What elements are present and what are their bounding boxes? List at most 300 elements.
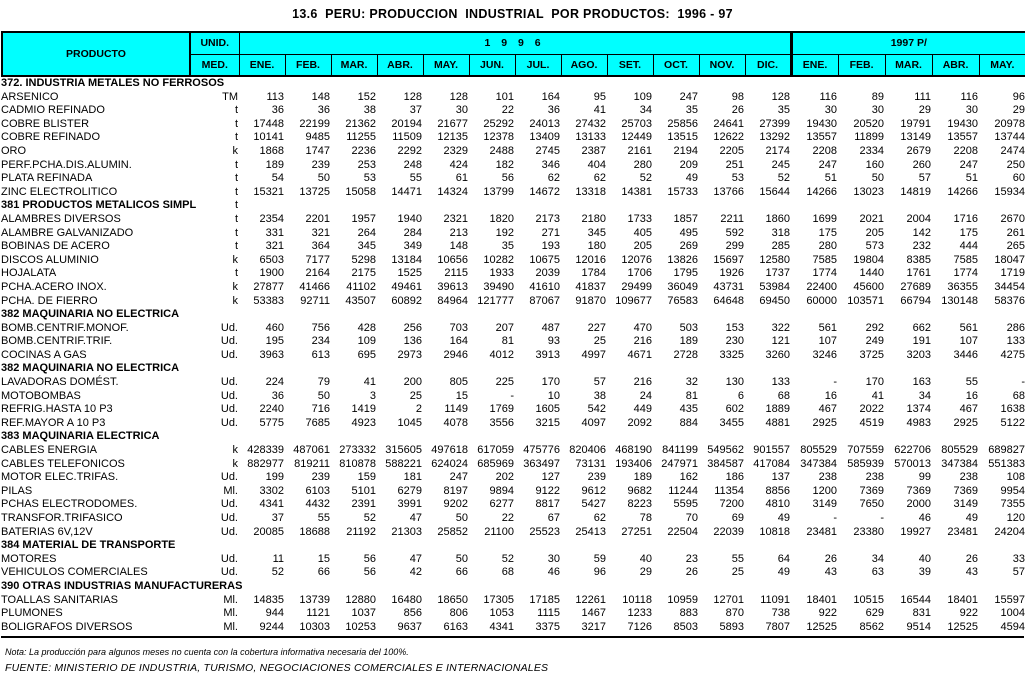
table-row	[1, 390, 1025, 404]
value-cell: 1737	[765, 267, 790, 280]
value-cell: 66	[317, 566, 330, 579]
column-header-unid: UNID.	[190, 32, 239, 54]
column-header-1996-ene: ENE.	[239, 54, 285, 76]
value-cell: 227	[587, 321, 606, 334]
value-cell: 37	[271, 512, 284, 524]
value-cell: 2004	[906, 212, 931, 225]
value-cell	[744, 308, 790, 322]
value-cell: 35	[501, 240, 514, 253]
value-cell: 2925	[812, 416, 837, 429]
product-name: PERF.PCHA.DIS.ALUMIN.	[1, 158, 132, 171]
value-cell	[837, 362, 884, 376]
value-cell	[837, 430, 884, 444]
value-cell: 224	[265, 376, 284, 389]
value-cell: 41466	[299, 280, 330, 293]
value-cell: 19430	[806, 117, 837, 130]
value-cell: 30	[824, 104, 837, 117]
value-cell: 25292	[483, 117, 514, 130]
value-cell: 1115	[537, 607, 560, 620]
value-cell: 264	[357, 226, 376, 239]
value-cell: 189	[633, 471, 652, 484]
value-cell: 4594	[1000, 620, 1025, 633]
value-cell: 9122	[535, 484, 560, 497]
value-cell	[330, 199, 376, 213]
table-row	[1, 566, 1025, 580]
value-cell	[238, 308, 284, 322]
value-cell: 7369	[953, 484, 978, 497]
value-cell: 467	[959, 403, 978, 416]
value-cell: 5893	[719, 620, 744, 633]
page-title: 13.6 PERU: PRODUCCION INDUSTRIAL POR PRODUCTOS: 1996 - 97	[292, 7, 733, 21]
value-cell: 2354	[259, 212, 284, 225]
value-cell: 14471	[391, 185, 422, 198]
value-cell: 55	[409, 172, 422, 185]
value-cell: 703	[449, 321, 468, 334]
value-cell: 3203	[906, 348, 931, 361]
table-body	[1, 77, 1025, 634]
value-cell: 59	[593, 552, 606, 565]
value-cell: 1037	[351, 607, 376, 620]
value-cell	[238, 580, 284, 594]
value-cell: 47	[409, 552, 422, 565]
value-cell: 39613	[437, 280, 468, 293]
value-cell: 148	[311, 90, 330, 103]
value-cell: 33	[1012, 552, 1025, 565]
value-cell	[790, 539, 837, 553]
value-cell: 15733	[667, 185, 698, 198]
value-cell: 716	[311, 403, 330, 416]
value-cell: 2211	[720, 212, 744, 225]
value-cell	[330, 362, 376, 376]
value-cell: 265	[1006, 240, 1025, 253]
value-cell: 2	[415, 403, 422, 416]
value-cell: 12622	[713, 131, 744, 144]
value-cell: 805	[449, 376, 468, 389]
value-cell: 495	[679, 226, 698, 239]
value-cell: 191	[912, 335, 931, 348]
value-cell	[837, 539, 884, 553]
value-cell	[931, 199, 978, 213]
value-cell: 13799	[483, 185, 514, 198]
value-cell: 4881	[765, 416, 790, 429]
value-cell	[744, 430, 790, 444]
value-cell: 49	[777, 566, 790, 579]
value-cell: 128	[449, 90, 468, 103]
value-cell: 18401	[806, 593, 837, 606]
value-cell: 256	[403, 321, 422, 334]
value-cell: 29	[1012, 104, 1025, 117]
column-header-producto: PRODUCTO	[2, 32, 190, 76]
value-cell: 67	[547, 512, 560, 524]
value-cell: 50	[317, 172, 330, 185]
value-cell: 475776	[523, 444, 560, 457]
value-cell: 870	[725, 607, 744, 620]
value-cell: 2180	[581, 212, 606, 225]
value-cell: 315605	[385, 444, 422, 457]
value-cell: 3963	[259, 348, 284, 361]
value-cell: 4078	[443, 416, 468, 429]
value-cell: 1774	[812, 267, 837, 280]
value-cell: 81	[501, 335, 514, 348]
value-cell: 449	[633, 403, 652, 416]
value-cell: 30	[871, 104, 884, 117]
value-cell: 4341	[259, 498, 284, 511]
value-cell	[376, 199, 422, 213]
table-row	[1, 267, 1025, 281]
value-cell: 2021	[859, 212, 884, 225]
value-cell: 53383	[253, 294, 284, 307]
value-cell: 11354	[714, 484, 744, 497]
value-cell: 53	[363, 172, 376, 185]
value-cell	[560, 539, 606, 553]
value-cell: 163	[912, 376, 931, 389]
value-cell: 46	[547, 566, 560, 579]
table-row	[1, 131, 1025, 145]
value-cell: 34	[871, 552, 884, 565]
value-cell: 22199	[299, 117, 330, 130]
table-row	[1, 213, 1025, 227]
value-cell: 55	[731, 552, 744, 565]
value-cell: 444	[959, 240, 978, 253]
value-cell: 2000	[906, 498, 931, 511]
table-row	[1, 172, 1025, 186]
table-row	[1, 526, 1025, 540]
value-cell: 22400	[806, 280, 837, 293]
unit-cell	[189, 430, 238, 444]
value-cell: 7585	[953, 253, 978, 266]
value-cell: 5101	[351, 484, 376, 497]
value-cell	[606, 580, 652, 594]
product-name: ZINC ELECTROLITICO	[1, 185, 118, 198]
column-header-med: MED.	[190, 54, 239, 76]
value-cell	[652, 362, 698, 376]
value-cell: 247971	[661, 457, 698, 470]
value-cell: 561	[959, 321, 978, 334]
value-cell: 251	[725, 158, 744, 171]
value-cell: 3913	[535, 348, 560, 361]
value-cell: 1761	[906, 267, 931, 280]
value-cell: 153	[725, 321, 744, 334]
value-cell: 58376	[994, 294, 1025, 307]
value-cell: 2925	[953, 416, 978, 429]
value-cell: 2474	[1000, 144, 1025, 157]
value-cell: 49	[965, 512, 978, 524]
value-cell: 225	[495, 376, 514, 389]
value-cell: 12525	[806, 620, 837, 633]
value-cell	[698, 308, 744, 322]
value-cell: 1719	[1000, 267, 1025, 280]
value-cell	[606, 199, 652, 213]
value-cell: 30	[965, 104, 978, 117]
value-cell: 25	[409, 389, 422, 402]
value-cell: 25413	[575, 525, 606, 538]
value-cell: 2391	[351, 498, 376, 511]
value-cell	[560, 308, 606, 322]
value-cell: 16480	[391, 593, 422, 606]
value-cell	[422, 539, 468, 553]
value-cell: 585939	[847, 457, 884, 470]
value-cell: 199	[265, 471, 284, 484]
value-cell: 404	[587, 158, 606, 171]
value-cell: 19804	[853, 253, 884, 266]
value-cell: 53	[731, 172, 744, 185]
value-cell: 9244	[259, 620, 284, 633]
value-cell: 133	[1006, 335, 1025, 348]
value-cell	[514, 199, 560, 213]
value-cell: 36	[271, 389, 284, 402]
value-cell: 55	[317, 512, 330, 524]
value-cell	[790, 199, 837, 213]
value-cell	[284, 580, 330, 594]
value-cell: 41	[363, 376, 376, 389]
value-cell: 15934	[994, 185, 1025, 198]
value-cell: 12525	[947, 620, 978, 633]
value-cell: 20085	[253, 525, 284, 538]
value-cell: 46	[918, 512, 931, 524]
table-row	[1, 281, 1025, 295]
product-name: PILAS	[1, 484, 33, 497]
value-cell: 29	[918, 104, 931, 117]
value-cell: 57	[1012, 566, 1025, 579]
value-cell: 3446	[953, 348, 978, 361]
value-cell: 1795	[673, 267, 698, 280]
value-cell	[837, 580, 884, 594]
value-cell: 592	[725, 226, 744, 239]
value-cell: 10141	[253, 131, 284, 144]
value-cell: 43731	[713, 280, 744, 293]
value-cell: 230	[725, 335, 744, 348]
value-cell	[790, 580, 837, 594]
value-cell: 17185	[529, 593, 560, 606]
value-cell: 41102	[346, 280, 376, 293]
value-cell: 41610	[529, 280, 560, 293]
value-cell	[606, 77, 652, 91]
product-name: PCHA.ACERO INOX.	[1, 280, 107, 293]
value-cell: 13766	[713, 185, 744, 198]
table-bottom-rule	[1, 636, 1024, 638]
value-cell	[884, 539, 931, 553]
value-cell: 841199	[662, 444, 698, 457]
section-title: 383 MAQUINARIA ELECTRICA	[1, 430, 160, 443]
value-cell: 3375	[535, 620, 560, 633]
value-cell: 806	[449, 607, 468, 620]
value-cell: 36	[271, 104, 284, 117]
value-cell: 13557	[806, 131, 837, 144]
value-cell: 40	[639, 552, 652, 565]
table-row	[1, 553, 1025, 567]
value-cell: 10303	[299, 620, 330, 633]
footnote-fuente: FUENTE: MINISTERIO DE INDUSTRIA, TURISMO, NEGOCIACIONES COMERCIALES E INTERNACIONALES	[5, 662, 549, 674]
value-cell: 43507	[345, 294, 376, 307]
unit-cell: t	[234, 267, 238, 280]
value-cell: 41	[871, 389, 884, 402]
value-cell	[744, 580, 790, 594]
value-cell: 10	[547, 389, 560, 402]
value-cell: -	[1021, 376, 1025, 389]
product-name: BOMB.CENTRIF.TRIF.	[1, 335, 113, 348]
value-cell: 108	[1006, 471, 1025, 484]
column-header-1996-ago: AGO.	[561, 54, 607, 76]
section-title: 382 MAQUINARIA NO ELECTRICA	[1, 362, 180, 375]
value-cell: 70	[685, 512, 698, 524]
value-cell: 1440	[859, 267, 884, 280]
value-cell: 1900	[259, 267, 284, 280]
value-cell: 22504	[667, 525, 698, 538]
value-cell: 1045	[397, 416, 422, 429]
value-cell: 10253	[345, 620, 376, 633]
unit-cell: Ud.	[220, 335, 238, 348]
column-header-1997-may: MAY.	[979, 54, 1025, 76]
value-cell: 13149	[900, 131, 931, 144]
value-cell	[931, 539, 978, 553]
value-cell: 11255	[346, 131, 376, 144]
value-cell: 273332	[339, 444, 376, 457]
value-cell	[931, 430, 978, 444]
value-cell	[837, 77, 884, 91]
unit-cell: Ud.	[220, 416, 238, 429]
value-cell: 15697	[713, 253, 744, 266]
unit-cell	[189, 308, 238, 322]
value-cell: 3556	[489, 416, 514, 429]
value-cell: 2175	[351, 267, 376, 280]
value-cell: 10282	[483, 253, 514, 266]
value-cell: 6279	[397, 484, 422, 497]
product-name: CABLES TELEFONICOS	[1, 457, 125, 470]
value-cell: 8856	[765, 484, 790, 497]
value-cell: 109677	[615, 294, 652, 307]
product-name: MOTOBOMBAS	[1, 389, 81, 402]
value-cell: 944	[265, 607, 284, 620]
value-cell: 60	[1012, 172, 1025, 185]
value-cell: 103571	[847, 294, 884, 307]
column-header-1997-feb: FEB.	[838, 54, 885, 76]
value-cell: 234	[311, 335, 330, 348]
table-row	[1, 498, 1025, 512]
value-cell	[931, 77, 978, 91]
value-cell: 7685	[305, 416, 330, 429]
value-cell: 130	[725, 376, 744, 389]
value-cell: 121	[771, 335, 790, 348]
section-title: 382 MAQUINARIA NO ELECTRICA	[1, 308, 180, 321]
unit-cell: t	[234, 199, 238, 212]
value-cell: 25	[593, 335, 606, 348]
value-cell: 127	[541, 471, 560, 484]
value-cell: 269	[679, 240, 698, 253]
table-row	[1, 376, 1025, 390]
value-cell: 6277	[489, 498, 514, 511]
value-cell: 50	[455, 552, 468, 565]
value-cell: 424	[449, 158, 468, 171]
value-cell	[376, 308, 422, 322]
value-cell: 18688	[299, 525, 330, 538]
value-cell: 12701	[713, 593, 744, 606]
value-cell	[931, 580, 978, 594]
table-row	[1, 458, 1025, 472]
value-cell: 30	[455, 104, 468, 117]
value-cell: 347384	[941, 457, 978, 470]
value-cell: 2161	[627, 144, 652, 157]
value-cell: 15	[317, 552, 330, 565]
value-cell: 19927	[900, 525, 931, 538]
value-cell: 2240	[259, 403, 284, 416]
value-cell	[514, 539, 560, 553]
value-cell	[790, 77, 837, 91]
value-cell: 15597	[994, 593, 1025, 606]
table-row	[1, 485, 1025, 499]
unit-cell	[189, 362, 238, 376]
section-row	[1, 308, 1025, 322]
unit-cell: Ml.	[223, 607, 238, 620]
value-cell: 96	[593, 566, 606, 579]
unit-cell: k	[232, 253, 238, 266]
value-cell: 2115	[444, 267, 468, 280]
value-cell	[238, 77, 284, 91]
unit-cell: Ml.	[223, 593, 238, 606]
value-cell: 11091	[760, 593, 790, 606]
value-cell: 91870	[575, 294, 606, 307]
value-cell: 13557	[947, 131, 978, 144]
value-cell: 4997	[581, 348, 606, 361]
unit-cell: Ud.	[220, 403, 238, 416]
unit-cell: k	[232, 444, 238, 457]
value-cell: 50	[455, 512, 468, 524]
value-cell: 503	[679, 321, 698, 334]
value-cell: 247	[959, 158, 978, 171]
value-cell	[284, 362, 330, 376]
value-cell: 810878	[339, 457, 376, 470]
value-cell	[744, 77, 790, 91]
table-row	[1, 91, 1025, 105]
value-cell: -	[880, 512, 884, 524]
value-cell: 435	[679, 403, 698, 416]
value-cell: 428339	[247, 444, 284, 457]
value-cell: -	[833, 376, 837, 389]
value-cell	[978, 539, 1025, 553]
value-cell: 152	[357, 90, 376, 103]
value-cell: 384587	[707, 457, 744, 470]
value-cell: 14266	[806, 185, 837, 198]
value-cell: 253	[357, 158, 376, 171]
value-cell: 15644	[759, 185, 790, 198]
value-cell: 3	[369, 389, 376, 402]
value-cell: 8223	[627, 498, 652, 511]
value-cell: 13725	[299, 185, 330, 198]
value-cell: 170	[541, 376, 560, 389]
value-cell: 622706	[894, 444, 931, 457]
value-cell: 26	[965, 552, 978, 565]
value-cell: 1638	[1000, 403, 1025, 416]
table-header	[1, 31, 1025, 77]
value-cell: 6503	[259, 253, 284, 266]
value-cell: 756	[311, 321, 330, 334]
value-cell: 2092	[627, 416, 652, 429]
value-cell: 7585	[812, 253, 837, 266]
value-cell: 193406	[615, 457, 652, 470]
value-cell: 22	[501, 512, 514, 524]
value-cell: 4432	[305, 498, 330, 511]
value-cell	[468, 77, 514, 91]
value-cell: 32	[685, 376, 698, 389]
value-cell: 7355	[1000, 498, 1025, 511]
value-cell: 25856	[667, 117, 698, 130]
unit-cell: k	[232, 457, 238, 470]
value-cell: 2208	[953, 144, 978, 157]
value-cell: 21303	[391, 525, 422, 538]
value-cell	[330, 580, 376, 594]
value-cell: 52	[501, 552, 514, 565]
value-cell: 66794	[900, 294, 931, 307]
value-cell: 2174	[765, 144, 790, 157]
